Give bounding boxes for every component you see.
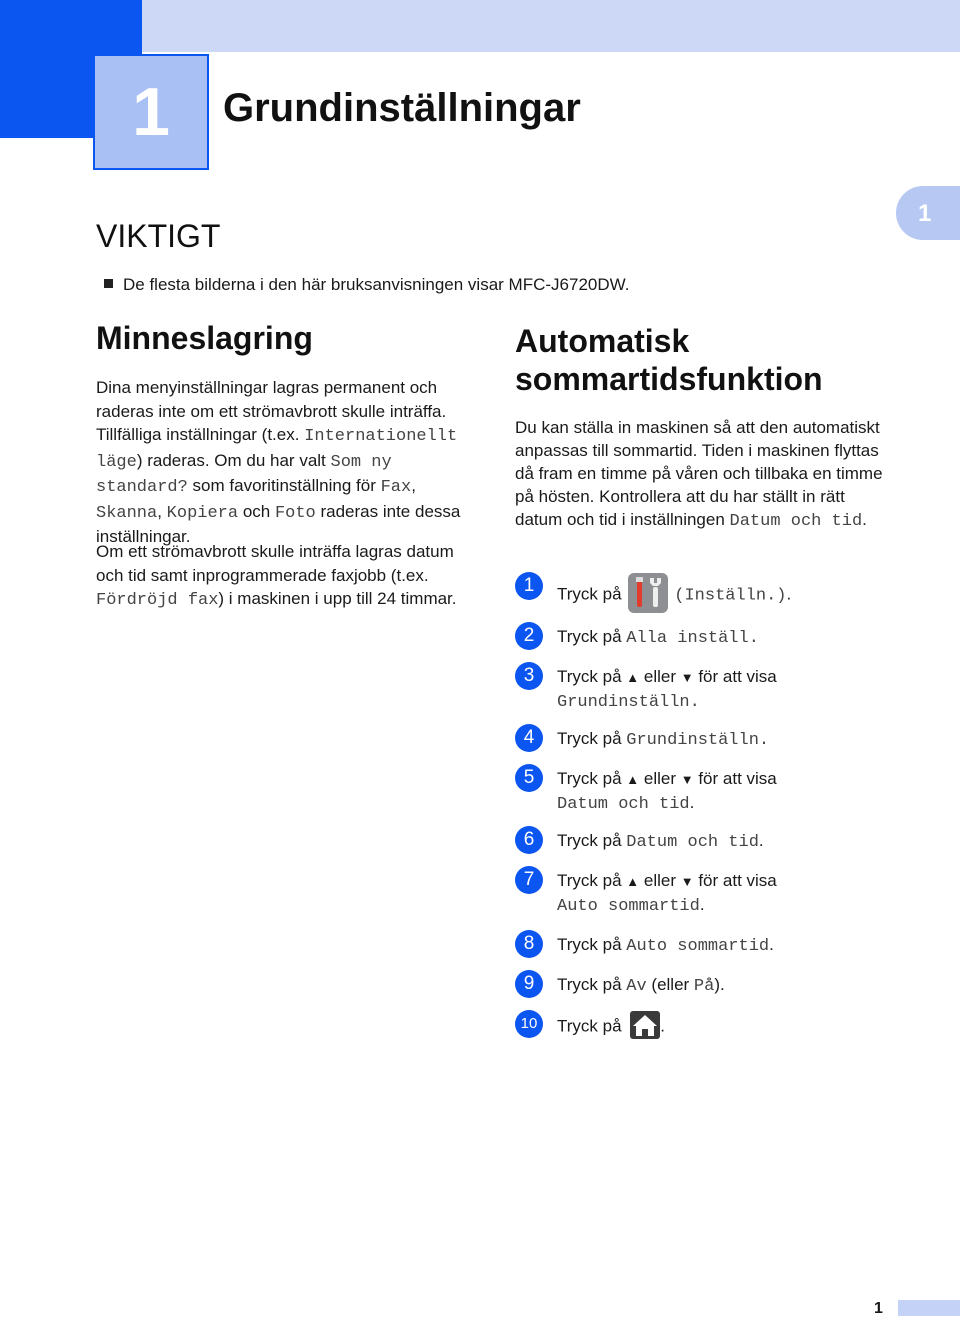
text-run: Tryck på xyxy=(557,667,627,686)
menu-term: Auto sommartid xyxy=(557,897,700,916)
text-run: Tryck på xyxy=(557,584,622,604)
text-run: Tryck på xyxy=(557,935,627,954)
menu-term: Datum och tid xyxy=(729,512,863,531)
arrow-down-icon: ▼ xyxy=(680,874,694,889)
text-run: för att visa xyxy=(693,871,777,890)
step-number: 9 xyxy=(515,970,543,998)
text-run: för att visa xyxy=(693,769,777,788)
step-number: 2 xyxy=(515,622,543,650)
menu-term: Fax xyxy=(380,478,412,497)
menu-term: Grundinställn. xyxy=(626,731,770,750)
text-run: . xyxy=(699,895,705,914)
text-run: eller xyxy=(639,871,681,890)
text-run: Tryck på xyxy=(557,627,627,646)
step-3 xyxy=(515,662,935,712)
text-run: Om ett strömavbrott skulle inträffa lagras datum och tid samt inprogrammerade faxjobb (t.ex. xyxy=(96,542,454,585)
text-run: ) raderas. Om du har valt xyxy=(136,450,331,470)
minneslagring-heading: Minneslagring xyxy=(96,320,313,356)
step-number: 5 xyxy=(515,764,543,792)
footer-bar xyxy=(898,1300,960,1316)
text-run: Du kan ställa in maskinen så att den automatiskt anpassas till sommartid. Tiden i maskinen flyttas då fram en timme på våren och tillbaka en timme på hösten. Kontrollera att du har ställt in rätt datum och tid i inställningen xyxy=(515,418,883,529)
text-run: Tryck på xyxy=(557,769,627,788)
tools-icon xyxy=(628,573,668,613)
menu-term: Skanna xyxy=(96,503,158,523)
chapter-number: 1 xyxy=(93,54,209,170)
step-text xyxy=(557,575,791,615)
home-icon xyxy=(630,1011,660,1039)
text-run: . xyxy=(862,510,867,529)
text-run: Tryck på xyxy=(557,729,627,748)
menu-term: Fördröjd fax xyxy=(96,591,219,610)
menu-term: Kopiera xyxy=(166,503,239,523)
step-text xyxy=(557,625,759,650)
arrow-up-icon: ▲ xyxy=(626,772,640,787)
text-run: för att visa xyxy=(693,667,777,686)
text-run: ). xyxy=(714,975,725,994)
arrow-down-icon: ▼ xyxy=(680,670,694,685)
text-run: Tryck på xyxy=(557,831,627,850)
header-light-band xyxy=(142,0,960,52)
step-number: 7 xyxy=(515,866,543,894)
text-run: , xyxy=(157,501,167,521)
text-run: raderas inte dessa inställningar. xyxy=(96,501,461,546)
step-text xyxy=(557,727,769,752)
menu-term: Av xyxy=(626,977,647,996)
menu-term: Internationellt läge xyxy=(96,427,458,472)
step-number: 1 xyxy=(515,572,543,600)
step-7 xyxy=(515,866,935,916)
step-number: 3 xyxy=(515,662,543,690)
heading-line: Automatisk xyxy=(515,323,690,359)
text-run: ) i maskinen i upp till 24 timmar. xyxy=(218,589,457,608)
heading-line: sommartidsfunktion xyxy=(515,361,823,397)
text-run: . xyxy=(660,1016,666,1036)
text-run: eller xyxy=(639,667,681,686)
step-number: 4 xyxy=(515,724,543,752)
step-text xyxy=(557,829,764,854)
step-9 xyxy=(515,970,935,998)
viktigt-bullet xyxy=(104,275,629,295)
text-run: (eller xyxy=(646,975,694,994)
menu-term: Datum och tid xyxy=(557,795,690,814)
text-run: som favoritinställning för xyxy=(187,476,381,495)
menu-term: Datum och tid xyxy=(626,833,759,852)
page-number: 1 xyxy=(874,1300,883,1317)
arrow-down-icon: ▼ xyxy=(680,772,694,787)
automatisk-intro xyxy=(515,416,895,533)
bullet-square-icon xyxy=(104,279,113,288)
step-text xyxy=(557,933,774,958)
text-run: och xyxy=(238,501,275,521)
step-text xyxy=(557,767,777,816)
step-1 xyxy=(515,572,935,616)
step-number: 10 xyxy=(515,1010,543,1038)
arrow-up-icon: ▲ xyxy=(626,874,640,889)
text-run: , xyxy=(411,476,416,495)
side-tab: 1 xyxy=(896,186,960,240)
step-6 xyxy=(515,826,935,854)
step-text xyxy=(557,973,725,998)
step-4 xyxy=(515,724,935,752)
menu-term: På xyxy=(693,977,715,996)
step-10 xyxy=(515,1010,935,1044)
text-run: . xyxy=(758,831,764,850)
viktigt-bullet-text: De flesta bilderna i den här bruksanvisningen visar MFC-J6720DW. xyxy=(123,275,630,294)
text-run: Tryck på xyxy=(557,871,627,890)
text-run: . xyxy=(786,584,792,604)
text-run: eller xyxy=(639,769,681,788)
text-run: Tryck på xyxy=(557,975,627,994)
menu-term: (Inställn.) xyxy=(674,586,787,606)
text-run: Tryck på xyxy=(557,1016,627,1036)
text-run: . xyxy=(689,793,695,812)
step-text xyxy=(557,665,777,714)
step-2 xyxy=(515,622,935,650)
menu-term: Alla inställ. xyxy=(626,629,759,648)
step-number: 6 xyxy=(515,826,543,854)
minneslagring-paragraph-1 xyxy=(96,376,476,549)
automatisk-heading xyxy=(515,322,935,398)
viktigt-heading: VIKTIGT xyxy=(96,218,221,254)
step-text xyxy=(557,1013,665,1041)
minneslagring-paragraph-2 xyxy=(96,540,476,613)
menu-term: Foto xyxy=(274,503,316,523)
text-run: . xyxy=(769,935,774,954)
step-8 xyxy=(515,930,935,958)
step-5 xyxy=(515,764,935,814)
menu-term: Som ny standard? xyxy=(96,452,392,497)
step-text xyxy=(557,869,777,918)
text-run: Dina menyinställningar lagras permanent och raderas inte om ett strömavbrott skulle inträffa. Tillfälliga inställningar (t.ex. xyxy=(96,378,447,444)
step-number: 8 xyxy=(515,930,543,958)
chapter-title: Grundinställningar xyxy=(223,86,581,130)
menu-term: Auto sommartid xyxy=(626,937,770,956)
arrow-up-icon: ▲ xyxy=(626,670,640,685)
menu-term: Grundinställn. xyxy=(557,693,700,712)
